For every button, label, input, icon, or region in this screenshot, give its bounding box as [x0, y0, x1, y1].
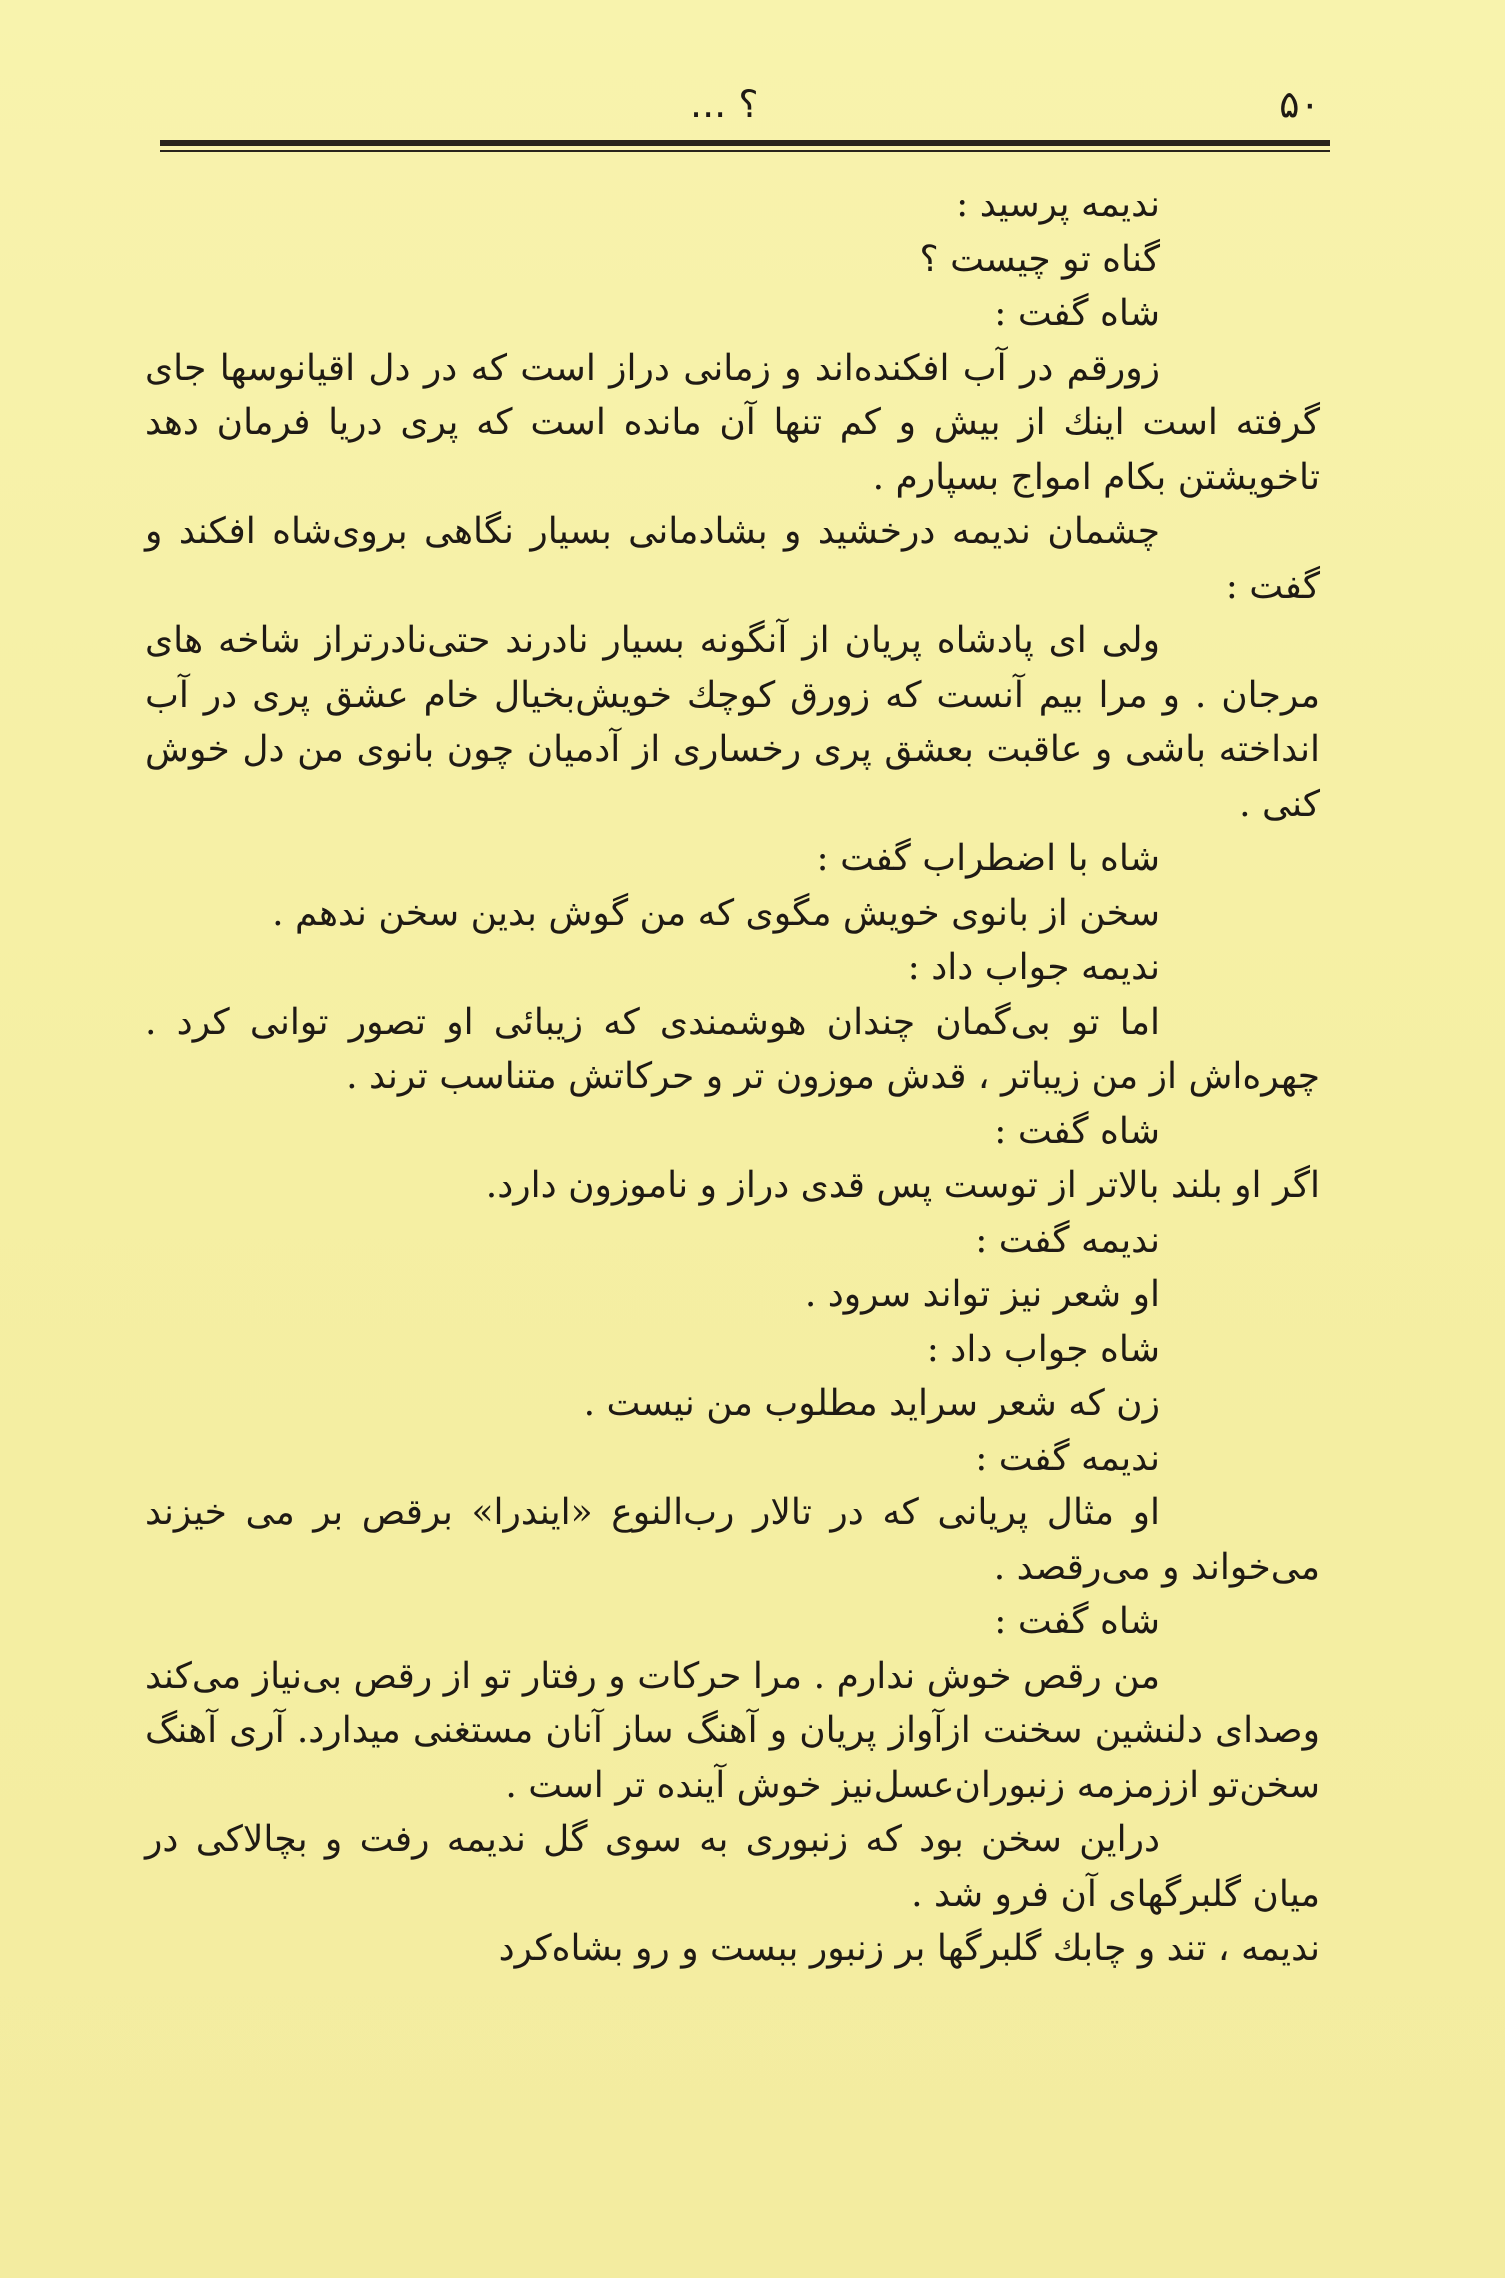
paragraph: زورقم در آب افکنده‌اند و زمانی دراز است که در دل اقیانوسها جای گرفته است اینك از بیش و کم تنها آن مانده است که پری دریا فرمان دهد تاخویشتن بکام امواج بسپارم . [145, 347, 1320, 498]
running-title: ؟ ... [690, 82, 759, 126]
header-rule-thick [160, 140, 1330, 146]
dialogue-cue: شاه گفت : [994, 1110, 1160, 1152]
dialogue-cue: ندیمه پرسید : [956, 184, 1160, 225]
paragraph: دراین سخن بود که زنبوری به سوی گل ندیمه رفت و بچالاکی در میان گلبرگهای آن فرو شد . [145, 1819, 1320, 1915]
dialogue-cue: زن که شعر سراید مطلوب من نیست . [583, 1383, 1160, 1424]
paragraph: اما تو بی‌گمان چندان هوشمندی که زیبائی او تصور توانی کرد . چهره‌اش از من زیباتر ، قدش موزون تر و حرکاتش متناسب ترند . [145, 1001, 1320, 1097]
paragraph: سخن از بانوی خویش مگوی که من گوش بدین سخن ندهم . [272, 892, 1160, 934]
body-text [145, 178, 1320, 1977]
dialogue-cue: ندیمه جواب داد : [907, 947, 1160, 988]
paragraph: من رقص خوش ندارم . مرا حرکات و رفتار تو از رقص بی‌نیاز می‌کند وصدای دلنشین سخنت ازآواز پریان و آهنگ ساز آنان مستغنی میدارد. آری آهنگ سخن‌تو اززمزمه زنبوران‌عسل‌نیز خوش آینده تر است . [145, 1655, 1320, 1806]
dialogue-cue: ندیمه گفت : [975, 1437, 1160, 1479]
page-header [150, 82, 1320, 142]
paragraph: ولی ای پادشاه پریان از آنگونه بسیار نادرند حتی‌نادرتراز شاخه های مرجان . و مرا بیم آنست که زورق کوچك خویش‌بخیال خام عشق پری در آب انداخته باشی و عاقبت بعشق پری رخساری از آدمیان چون بانوی من دل خوش کنی . [145, 620, 1320, 825]
page-number: ۵۰ [1279, 82, 1320, 126]
paragraph: او مثال پریانی که در تالار رب‌النوع «ایندرا» برقص بر می خیزند می‌خواند و می‌رقصد . [145, 1492, 1320, 1588]
dialogue-cue: شاه گفت : [994, 1601, 1160, 1642]
header-rule-thin [160, 150, 1330, 152]
dialogue-cue: شاه با اضطراب گفت : [816, 838, 1160, 879]
dialogue-cue: شاه گفت : [994, 293, 1160, 334]
dialogue-cue: شاه جواب داد : [926, 1328, 1160, 1370]
dialogue-cue: او شعر نیز تواند سرود . [804, 1274, 1160, 1315]
dialogue-cue: گناه تو چیست ؟ [919, 238, 1160, 280]
text-line: اگر او بلند بالاتر از توست پس قدی دراز و ناموزون دارد. [485, 1165, 1320, 1206]
dialogue-cue: ندیمه گفت : [975, 1219, 1160, 1261]
text-line: ندیمه ، تند و چابك گلبرگها بر زنبور ببست و رو بشاه‌کرد [498, 1928, 1320, 1969]
paragraph: چشمان ندیمه درخشید و بشادمانی بسیار نگاهی بروی‌شاه افکند و گفت : [145, 511, 1320, 607]
